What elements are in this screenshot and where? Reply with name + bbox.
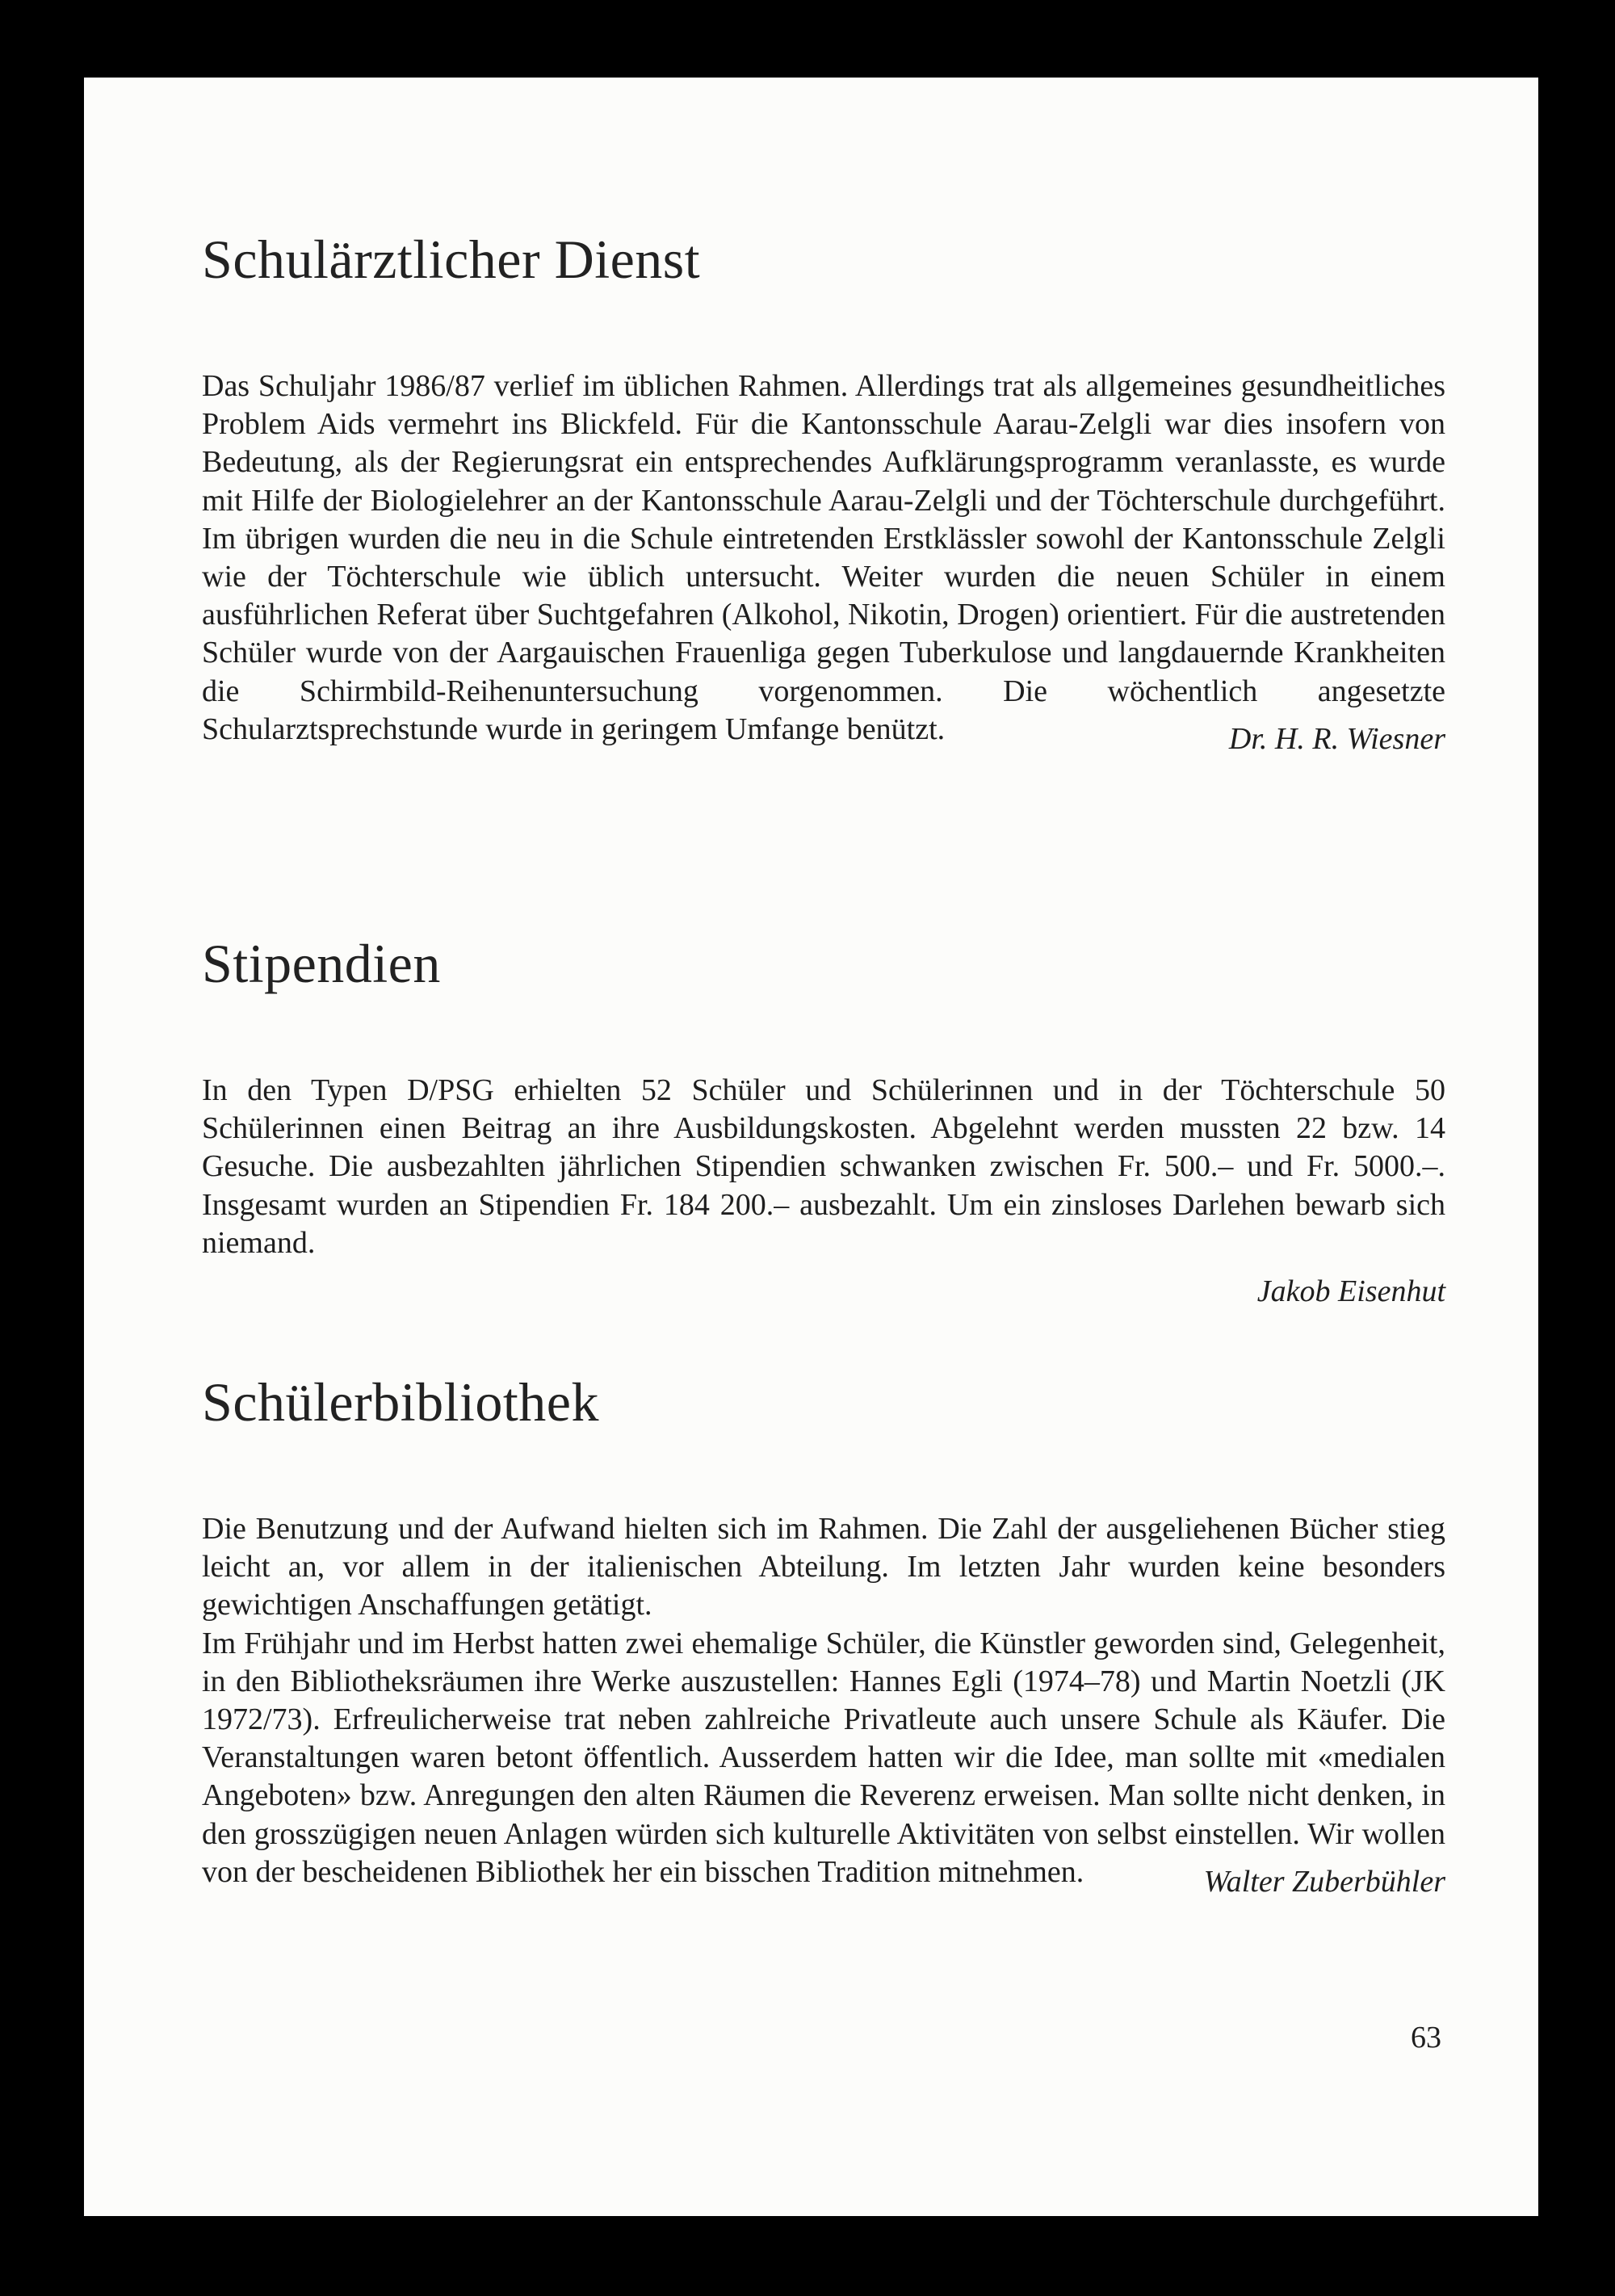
section-author: Walter Zuberbühler — [1203, 1865, 1445, 1899]
section-heading: Schülerbibliothek — [202, 1371, 599, 1433]
document-page — [84, 78, 1538, 2216]
section-heading: Schulärztlicher Dienst — [202, 229, 701, 290]
section-stipendien — [202, 931, 1445, 1309]
section-paragraph: In den Typen D/PSG erhielten 52 Schüler und Schülerinnen und in der Töchterschule 50 Schülerinnen einen Beitrag an ihre Ausbildungskosten. Abgelehnt werden mussten 22 bzw. 14 Gesuche. Die ausbezahlten jährlichen Stipendien schwanken zwischen Fr. 500.– und Fr. 5000.–. Insgesamt wurden an Stipendien Fr. 184 200.– ausbezahlt. Um ein zinsloses Darlehen bewarb sich niemand. — [202, 1073, 1445, 1260]
section-schulerbibliothek — [202, 1370, 1445, 1899]
page-number: 63 — [1411, 2021, 1441, 2055]
section-author: Jakob Eisenhut — [1256, 1274, 1445, 1309]
section-paragraph: Im Frühjahr und im Herbst hatten zwei ehemalige Schüler, die Künstler geworden sind, Gelegenheit, in den Bibliotheksräumen ihre Werke auszustellen: Hannes Egli (1974–78) und Martin Noetzli (JK 1972/73). Erfreulicherweise trat neben zahlreiche Privatleute auch unsere Schule als Käufer. Die Veranstaltungen waren betont öffentlich. Ausserdem hatten wir die Idee, man sollte mit «medialen Angeboten» bzw. Anregungen den alten Räumen die Reverenz erweisen. Man sollte nicht denken, in den grosszügigen neuen Anlagen würden sich kulturelle Aktivitäten von selbst einstellen. Wir wollen von der bescheidenen Bibliothek her ein bisschen Tradition mitnehmen. — [202, 1626, 1445, 1889]
section-author: Dr. H. R. Wiesner — [1228, 722, 1445, 757]
section-schularztlicher-dienst — [202, 227, 1445, 757]
section-paragraph: Das Schuljahr 1986/87 verlief im üblichen Rahmen. Allerdings trat als allgemeines gesundheitliches Problem Aids vermehrt ins Blickfeld. Für die Kantonsschule Aarau-Zelgli war dies insofern von Bedeutung, als der Regierungsrat ein entsprechendes Aufklärungsprogramm veranlasste, es wurde mit Hilfe der Biologielehrer an der Kantonsschule Aarau-Zelgli und der Töchterschule durchgeführt. Im übrigen wurden die neu in die Schule eintretenden Erstklässler sowohl der Kantonsschule Zelgli wie der Töchterschule wie üblich untersucht. Weiter wurden die neuen Schüler in einem ausführlichen Referat über Suchtgefahren (Alkohol, Nikotin, Drogen) orientiert. Für die austretenden Schüler wurde von der Aargauischen Frauenliga gegen Tuberkulose und langdauernde Krankheiten die Schirmbild-Reihenuntersuchung vorgenommen. Die wöchentlich angesetzte Schularztsprechstunde wurde in geringem Umfange benützt. — [202, 369, 1445, 746]
section-heading: Stipendien — [202, 933, 441, 994]
section-paragraph: Die Benutzung und der Aufwand hielten sich im Rahmen. Die Zahl der ausgeliehenen Bücher stieg leicht an, vor allem in der italienischen Abteilung. Im letzten Jahr wurden keine besonders gewichtigen Anschaffungen getätigt. — [202, 1512, 1445, 1622]
